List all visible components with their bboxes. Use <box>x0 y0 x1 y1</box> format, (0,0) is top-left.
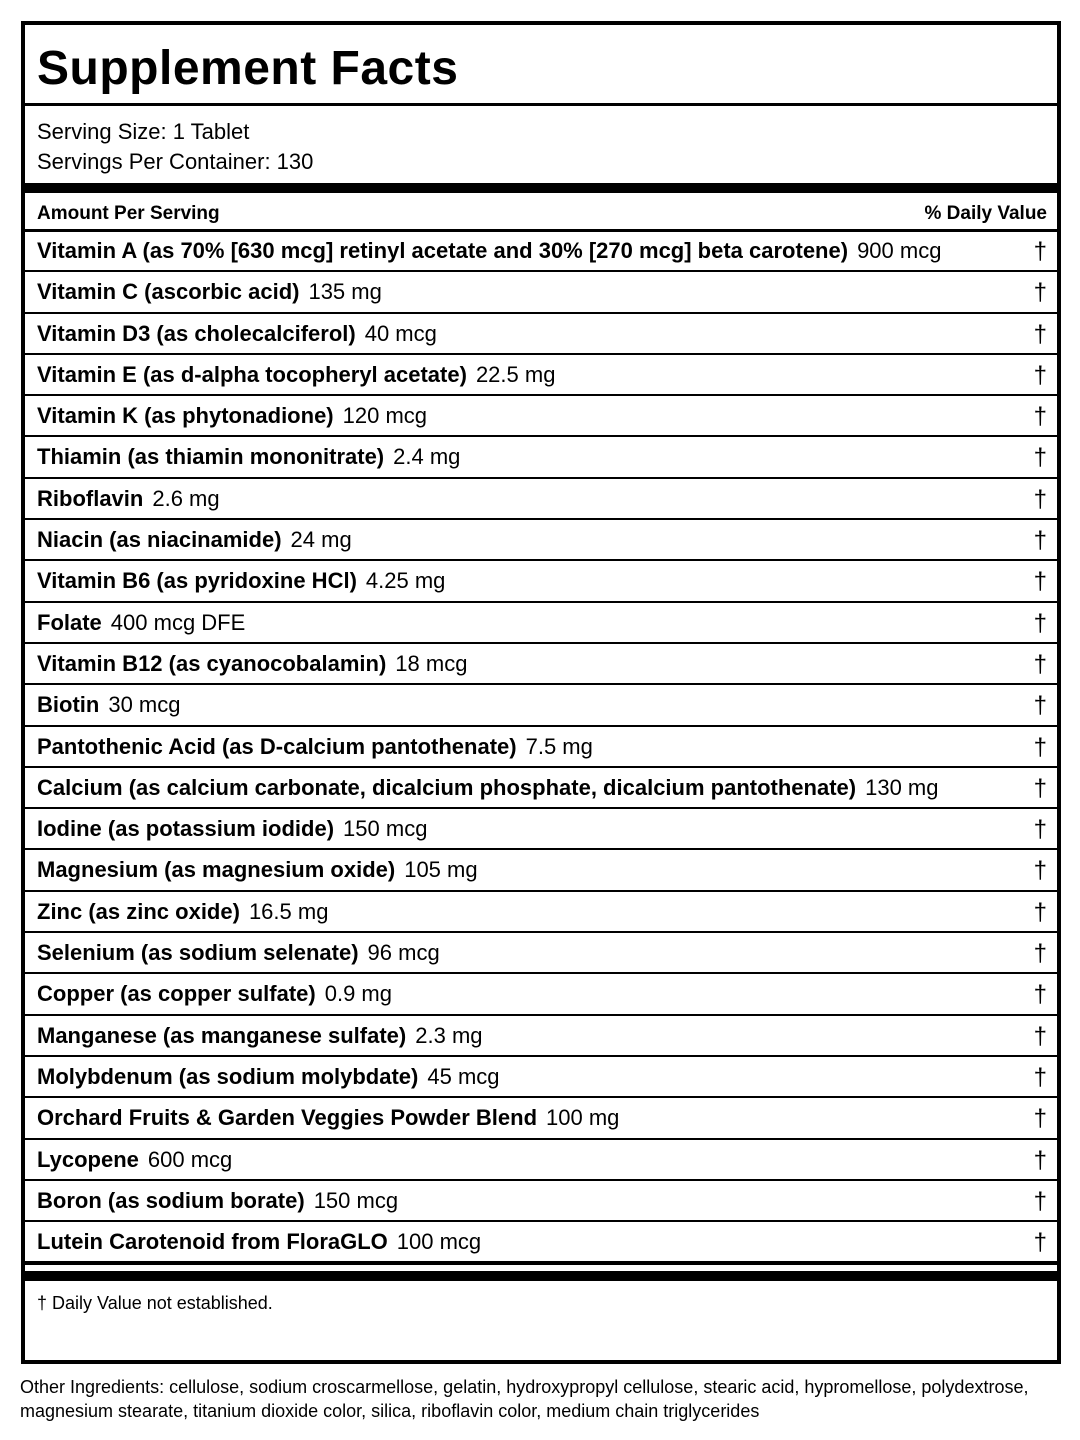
daily-value-dagger: † <box>1033 650 1047 678</box>
nutrient-row <box>25 1181 1057 1222</box>
nutrient-text <box>37 479 220 518</box>
nutrient-amount: 135 mg <box>308 279 382 305</box>
nutrient-amount: 7.5 mg <box>525 733 593 759</box>
daily-value-dagger: † <box>1033 609 1047 637</box>
serving-size: Serving Size: 1 Tablet <box>37 119 250 144</box>
nutrient-text <box>37 1140 232 1179</box>
nutrient-text <box>37 1181 398 1220</box>
nutrient-row <box>25 1016 1057 1057</box>
daily-value-dagger: † <box>1033 857 1047 885</box>
nutrient-amount: 130 mg <box>865 774 939 800</box>
daily-value-dagger: † <box>1033 692 1047 720</box>
nutrient-name: Boron (as sodium borate) <box>37 1187 305 1213</box>
daily-value-dagger: † <box>1033 320 1047 348</box>
nutrient-amount: 400 mcg DFE <box>110 609 246 635</box>
nutrient-row <box>25 479 1057 520</box>
nutrient-text <box>37 644 467 683</box>
daily-value-dagger: † <box>1033 1022 1047 1050</box>
footnote: † Daily Value not established. <box>37 1293 273 1313</box>
nutrient-row <box>25 603 1057 644</box>
nutrient-amount: 4.25 mg <box>365 568 446 594</box>
daily-value-dagger: † <box>1033 279 1047 307</box>
daily-value-dagger: † <box>1033 1229 1047 1257</box>
nutrient-amount: 96 mcg <box>367 940 440 966</box>
nutrient-name: Vitamin B6 (as pyridoxine HCl) <box>37 568 357 594</box>
nutrient-name: Copper (as copper sulfate) <box>37 981 316 1007</box>
nutrient-row <box>25 1057 1057 1098</box>
daily-value-dagger: † <box>1033 1063 1047 1091</box>
nutrient-name: Magnesium (as magnesium oxide) <box>37 857 396 883</box>
nutrient-name: Molybdenum (as sodium molybdate) <box>37 1063 419 1089</box>
nutrient-amount: 105 mg <box>404 857 478 883</box>
daily-value-dagger: † <box>1033 816 1047 844</box>
nutrient-text <box>37 314 437 353</box>
daily-value-dagger: † <box>1033 485 1047 513</box>
nutrient-row <box>25 396 1057 437</box>
nutrient-amount: 22.5 mg <box>475 361 556 387</box>
nutrient-name: Pantothenic Acid (as D-calcium pantothenate) <box>37 733 517 759</box>
daily-value-dagger: † <box>1033 733 1047 761</box>
nutrient-amount: 150 mcg <box>343 816 428 842</box>
nutrient-amount: 150 mcg <box>313 1187 399 1213</box>
nutrient-text <box>37 520 352 559</box>
nutrient-name: Vitamin E (as d-alpha tocopheryl acetate) <box>37 361 467 387</box>
nutrient-amount: 120 mcg <box>342 403 428 429</box>
nutrient-name: Folate <box>37 609 102 635</box>
nutrient-text <box>37 437 460 476</box>
panel-title: Supplement Facts <box>37 42 459 95</box>
nutrient-row <box>25 768 1057 809</box>
supplement-facts-panel <box>21 21 1061 1364</box>
nutrient-name: Orchard Fruits & Garden Veggies Powder Blend <box>37 1105 538 1131</box>
daily-value-dagger: † <box>1033 1187 1047 1215</box>
nutrient-text <box>37 1016 483 1055</box>
daily-value-dagger: † <box>1033 444 1047 472</box>
nutrient-text <box>37 974 392 1013</box>
nutrient-name: Vitamin C (ascorbic acid) <box>37 279 300 305</box>
servings-per-container: Servings Per Container: 130 <box>37 149 314 174</box>
nutrient-text <box>37 1222 481 1261</box>
nutrient-amount: 16.5 mg <box>248 898 329 924</box>
nutrient-row <box>25 1222 1057 1263</box>
nutrient-row <box>25 1098 1057 1139</box>
nutrient-name: Vitamin B12 (as cyanocobalamin) <box>37 650 387 676</box>
daily-value-dagger: † <box>1033 981 1047 1009</box>
amount-per-serving-header: Amount Per Serving <box>37 203 220 224</box>
nutrient-text <box>37 272 382 311</box>
nutrient-row <box>25 231 1057 272</box>
nutrient-text <box>37 768 938 807</box>
nutrient-row <box>25 850 1057 891</box>
daily-value-dagger: † <box>1033 1105 1047 1133</box>
nutrient-text <box>37 850 478 889</box>
nutrient-amount: 2.6 mg <box>152 485 220 511</box>
nutrient-text <box>37 1057 500 1096</box>
nutrient-row <box>25 892 1057 933</box>
nutrient-amount: 30 mcg <box>108 692 181 718</box>
daily-value-dagger: † <box>1033 774 1047 802</box>
nutrient-name: Zinc (as zinc oxide) <box>37 898 240 924</box>
daily-value-dagger: † <box>1033 527 1047 555</box>
nutrient-amount: 900 mcg <box>857 238 942 263</box>
nutrient-row <box>25 437 1057 478</box>
nutrient-row <box>25 272 1057 313</box>
nutrient-row <box>25 809 1057 850</box>
nutrient-text <box>37 396 427 435</box>
nutrient-row <box>25 727 1057 768</box>
nutrient-text <box>37 603 245 642</box>
bottom-thick-rule <box>25 1271 1057 1281</box>
daily-value-dagger: † <box>1033 361 1047 389</box>
daily-value-dagger: † <box>1033 940 1047 968</box>
nutrient-text <box>37 892 328 931</box>
nutrient-list <box>25 231 1057 1263</box>
nutrient-amount: 45 mcg <box>427 1063 500 1089</box>
nutrient-text <box>37 1098 619 1137</box>
nutrient-name: Vitamin A (as 70% [630 mcg] retinyl acetate and 30% [270 mcg] beta carotene) <box>37 238 849 263</box>
nutrient-text <box>37 685 180 724</box>
nutrient-text <box>37 355 555 394</box>
nutrient-amount: 0.9 mg <box>324 981 392 1007</box>
nutrient-name: Vitamin D3 (as cholecalciferol) <box>37 320 356 346</box>
nutrient-name: Niacin (as niacinamide) <box>37 527 282 553</box>
daily-value-dagger: † <box>1033 403 1047 431</box>
column-header <box>37 199 1047 229</box>
title-divider <box>25 103 1057 106</box>
other-ingredients: Other Ingredients: cellulose, sodium croscarmellose, gelatin, hydroxypropyl cellulose, stearic acid, hypromellose, polydextrose, magnesium stearate, titanium dioxide color, silica, riboflavin color, medium chain triglycerides <box>20 1377 1029 1421</box>
nutrient-row <box>25 974 1057 1015</box>
nutrient-text <box>37 231 941 270</box>
nutrient-name: Selenium (as sodium selenate) <box>37 940 359 966</box>
nutrient-name: Biotin <box>37 692 100 718</box>
nutrient-amount: 24 mg <box>290 527 352 553</box>
daily-value-dagger: † <box>1033 238 1047 265</box>
nutrient-amount: 600 mcg <box>147 1146 233 1172</box>
nutrient-row <box>25 685 1057 726</box>
nutrient-row <box>25 561 1057 602</box>
nutrient-name: Iodine (as potassium iodide) <box>37 816 335 842</box>
daily-value-header: % Daily Value <box>924 203 1047 224</box>
nutrient-row <box>25 520 1057 561</box>
nutrient-row <box>25 314 1057 355</box>
nutrient-name: Lycopene <box>37 1146 139 1172</box>
nutrient-row <box>25 355 1057 396</box>
nutrient-text <box>37 809 427 848</box>
nutrient-row <box>25 644 1057 685</box>
nutrient-name: Vitamin K (as phytonadione) <box>37 403 334 429</box>
nutrient-row <box>25 1140 1057 1181</box>
nutrient-name: Lutein Carotenoid from FloraGLO <box>37 1229 388 1255</box>
nutrient-text <box>37 933 440 972</box>
daily-value-dagger: † <box>1033 1146 1047 1174</box>
nutrient-name: Thiamin (as thiamin mononitrate) <box>37 444 385 470</box>
nutrient-name: Manganese (as manganese sulfate) <box>37 1022 407 1048</box>
nutrient-name: Calcium (as calcium carbonate, dicalcium phosphate, dicalcium pantothenate) <box>37 774 857 800</box>
nutrient-text <box>37 561 445 600</box>
nutrient-name: Riboflavin <box>37 485 144 511</box>
nutrient-row <box>25 933 1057 974</box>
bottom-thin-rule <box>25 1263 1057 1265</box>
daily-value-dagger: † <box>1033 568 1047 596</box>
nutrient-amount: 100 mg <box>546 1105 620 1131</box>
nutrient-text <box>37 727 593 766</box>
nutrient-amount: 2.4 mg <box>393 444 461 470</box>
nutrient-amount: 40 mcg <box>364 320 437 346</box>
thick-divider <box>25 183 1057 193</box>
nutrient-amount: 18 mcg <box>395 650 468 676</box>
nutrient-amount: 2.3 mg <box>415 1022 483 1048</box>
daily-value-dagger: † <box>1033 898 1047 926</box>
nutrient-amount: 100 mcg <box>396 1229 482 1255</box>
